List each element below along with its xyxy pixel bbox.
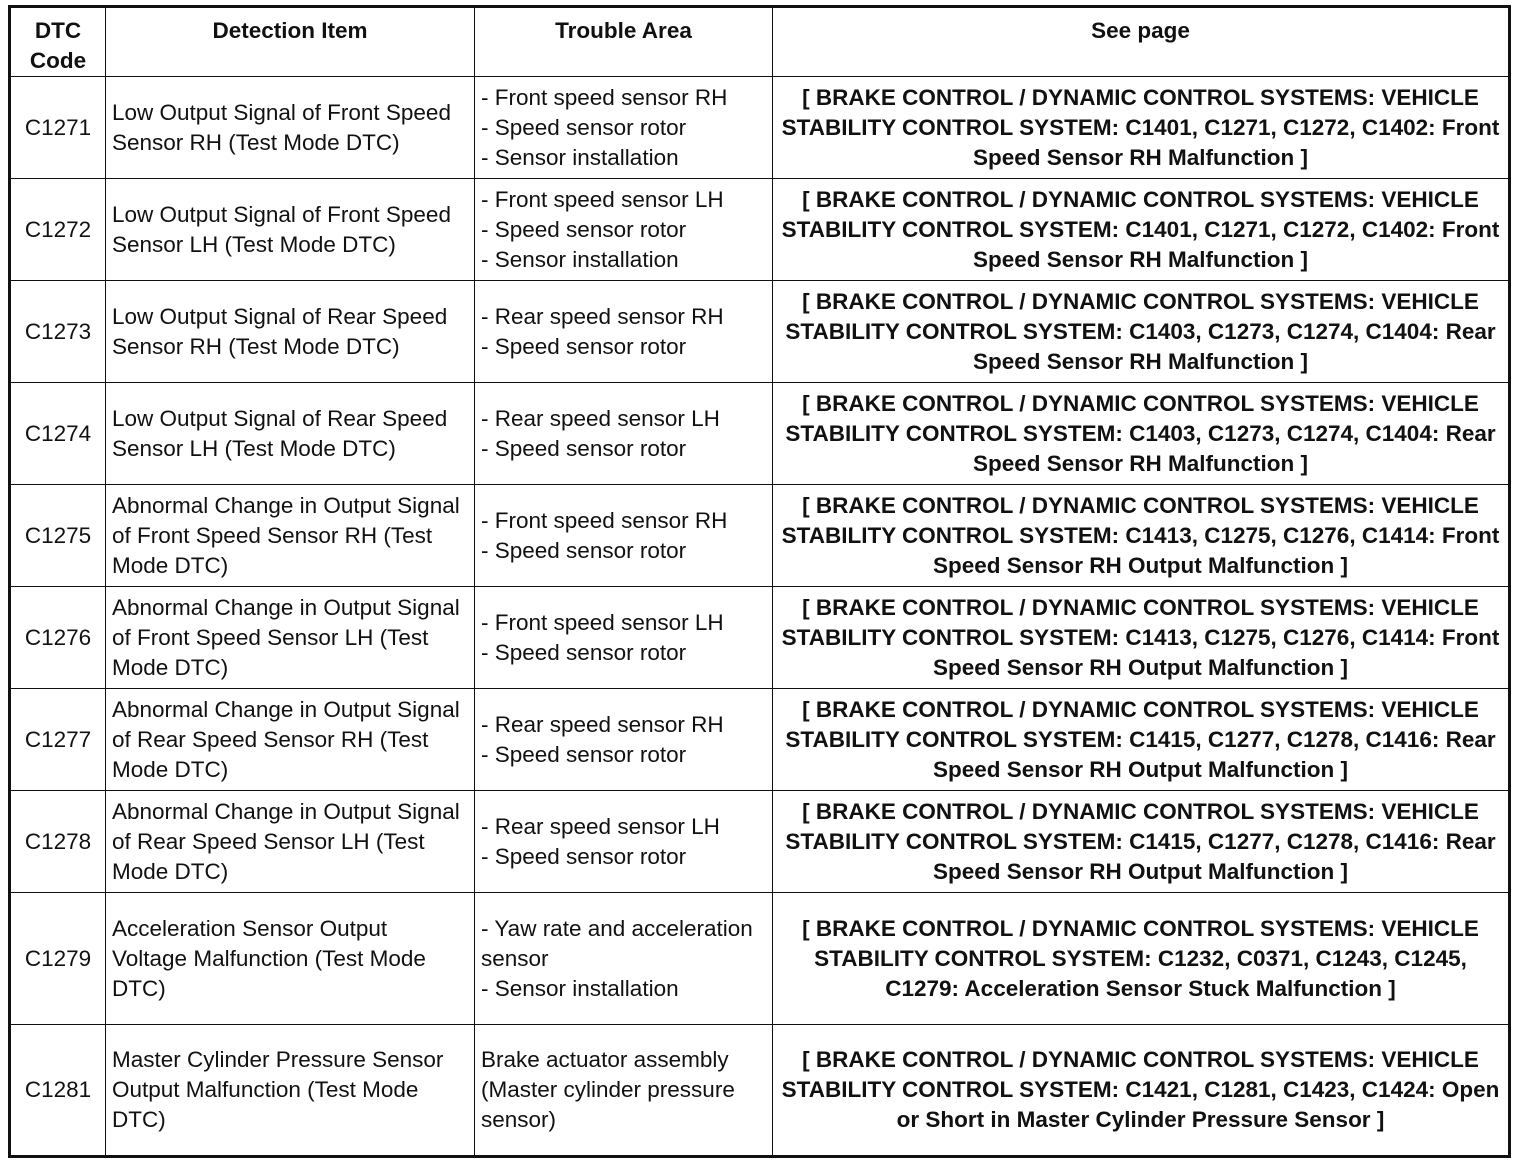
trouble-area-cell xyxy=(475,587,773,689)
see-page-link[interactable]: [ BRAKE CONTROL / DYNAMIC CONTROL SYSTEMS: VEHICLE STABILITY CONTROL SYSTEM: C1421, C1281, C1423, C1424: Open or Short in Master Cylinder Pressure Sensor ] xyxy=(773,1025,1510,1157)
trouble-area-item: - Sensor installation xyxy=(481,144,679,170)
detection-item-cell: Abnormal Change in Output Signal of Rear Speed Sensor RH (Test Mode DTC) xyxy=(106,689,475,791)
dtc-code-cell: C1276 xyxy=(10,587,106,689)
trouble-area-cell xyxy=(475,893,773,1025)
detection-item-cell: Low Output Signal of Rear Speed Sensor LH (Test Mode DTC) xyxy=(106,383,475,485)
trouble-area-item: - Front speed sensor RH xyxy=(481,507,728,533)
detection-item-cell: Low Output Signal of Front Speed Sensor RH (Test Mode DTC) xyxy=(106,77,475,179)
see-page-link[interactable]: [ BRAKE CONTROL / DYNAMIC CONTROL SYSTEMS: VEHICLE STABILITY CONTROL SYSTEM: C1403, C1273, C1274, C1404: Rear Speed Sensor RH Malfunction ] xyxy=(773,281,1510,383)
see-page-link[interactable]: [ BRAKE CONTROL / DYNAMIC CONTROL SYSTEMS: VEHICLE STABILITY CONTROL SYSTEM: C1403, C1273, C1274, C1404: Rear Speed Sensor RH Malfunction ] xyxy=(773,383,1510,485)
table-row xyxy=(10,791,1510,893)
header-trouble-area: Trouble Area xyxy=(475,7,773,77)
dtc-code-cell: C1281 xyxy=(10,1025,106,1157)
header-dtc-code: DTC Code xyxy=(10,7,106,77)
detection-item-cell: Acceleration Sensor Output Voltage Malfunction (Test Mode DTC) xyxy=(106,893,475,1025)
dtc-code-cell: C1272 xyxy=(10,179,106,281)
trouble-area-item: Brake actuator assembly (Master cylinder pressure sensor) xyxy=(481,1047,735,1132)
detection-item-cell: Abnormal Change in Output Signal of Front Speed Sensor LH (Test Mode DTC) xyxy=(106,587,475,689)
trouble-area-item: - Speed sensor rotor xyxy=(481,114,687,140)
table-row xyxy=(10,689,1510,791)
table-header xyxy=(10,7,1510,77)
trouble-area-item: - Front speed sensor RH xyxy=(481,84,728,110)
dtc-code-cell: C1277 xyxy=(10,689,106,791)
trouble-area-item: - Speed sensor rotor xyxy=(481,741,687,767)
dtc-code-cell: C1273 xyxy=(10,281,106,383)
table-row xyxy=(10,893,1510,1025)
table-row xyxy=(10,485,1510,587)
trouble-area-cell xyxy=(475,689,773,791)
trouble-area-cell xyxy=(475,485,773,587)
table-row xyxy=(10,587,1510,689)
header-detection-item: Detection Item xyxy=(106,7,475,77)
trouble-area-cell xyxy=(475,791,773,893)
trouble-area-item: - Rear speed sensor RH xyxy=(481,711,724,737)
trouble-area-item: - Speed sensor rotor xyxy=(481,216,687,242)
trouble-area-item: - Speed sensor rotor xyxy=(481,639,687,665)
table-row xyxy=(10,1025,1510,1157)
trouble-area-cell xyxy=(475,383,773,485)
see-page-link[interactable]: [ BRAKE CONTROL / DYNAMIC CONTROL SYSTEMS: VEHICLE STABILITY CONTROL SYSTEM: C1232, C0371, C1243, C1245, C1279: Acceleration Sensor Stuck Malfunction ] xyxy=(773,893,1510,1025)
trouble-area-item: - Rear speed sensor LH xyxy=(481,813,720,839)
see-page-link[interactable]: [ BRAKE CONTROL / DYNAMIC CONTROL SYSTEMS: VEHICLE STABILITY CONTROL SYSTEM: C1415, C1277, C1278, C1416: Rear Speed Sensor RH Output Malfunction ] xyxy=(773,689,1510,791)
trouble-area-cell xyxy=(475,77,773,179)
header-row xyxy=(10,7,1510,77)
trouble-area-item: - Rear speed sensor LH xyxy=(481,405,720,431)
trouble-area-cell xyxy=(475,179,773,281)
table-body xyxy=(10,77,1510,1157)
dtc-code-cell: C1271 xyxy=(10,77,106,179)
detection-item-cell: Master Cylinder Pressure Sensor Output Malfunction (Test Mode DTC) xyxy=(106,1025,475,1157)
dtc-code-cell: C1279 xyxy=(10,893,106,1025)
table-row xyxy=(10,281,1510,383)
header-see-page: See page xyxy=(773,7,1510,77)
table-row xyxy=(10,383,1510,485)
dtc-table xyxy=(8,5,1511,1158)
dtc-code-cell: C1278 xyxy=(10,791,106,893)
see-page-link[interactable]: [ BRAKE CONTROL / DYNAMIC CONTROL SYSTEMS: VEHICLE STABILITY CONTROL SYSTEM: C1415, C1277, C1278, C1416: Rear Speed Sensor RH Output Malfunction ] xyxy=(773,791,1510,893)
trouble-area-item: - Speed sensor rotor xyxy=(481,333,687,359)
trouble-area-item: - Front speed sensor LH xyxy=(481,186,724,212)
trouble-area-item: - Front speed sensor LH xyxy=(481,609,724,635)
detection-item-cell: Abnormal Change in Output Signal of Front Speed Sensor RH (Test Mode DTC) xyxy=(106,485,475,587)
detection-item-cell: Low Output Signal of Front Speed Sensor LH (Test Mode DTC) xyxy=(106,179,475,281)
see-page-link[interactable]: [ BRAKE CONTROL / DYNAMIC CONTROL SYSTEMS: VEHICLE STABILITY CONTROL SYSTEM: C1401, C1271, C1272, C1402: Front Speed Sensor RH Malfunction ] xyxy=(773,77,1510,179)
trouble-area-item: - Speed sensor rotor xyxy=(481,435,687,461)
table-row xyxy=(10,77,1510,179)
dtc-code-cell: C1275 xyxy=(10,485,106,587)
dtc-code-cell: C1274 xyxy=(10,383,106,485)
detection-item-cell: Abnormal Change in Output Signal of Rear Speed Sensor LH (Test Mode DTC) xyxy=(106,791,475,893)
trouble-area-item: - Speed sensor rotor xyxy=(481,537,687,563)
trouble-area-item: - Sensor installation xyxy=(481,246,679,272)
trouble-area-item: - Yaw rate and acceleration sensor xyxy=(481,915,753,971)
trouble-area-item: - Speed sensor rotor xyxy=(481,843,687,869)
trouble-area-item: - Sensor installation xyxy=(481,975,679,1001)
see-page-link[interactable]: [ BRAKE CONTROL / DYNAMIC CONTROL SYSTEMS: VEHICLE STABILITY CONTROL SYSTEM: C1401, C1271, C1272, C1402: Front Speed Sensor RH Malfunction ] xyxy=(773,179,1510,281)
see-page-link[interactable]: [ BRAKE CONTROL / DYNAMIC CONTROL SYSTEMS: VEHICLE STABILITY CONTROL SYSTEM: C1413, C1275, C1276, C1414: Front Speed Sensor RH Output Malfunction ] xyxy=(773,485,1510,587)
detection-item-cell: Low Output Signal of Rear Speed Sensor RH (Test Mode DTC) xyxy=(106,281,475,383)
table-row xyxy=(10,179,1510,281)
trouble-area-cell xyxy=(475,1025,773,1157)
see-page-link[interactable]: [ BRAKE CONTROL / DYNAMIC CONTROL SYSTEMS: VEHICLE STABILITY CONTROL SYSTEM: C1413, C1275, C1276, C1414: Front Speed Sensor RH Output Malfunction ] xyxy=(773,587,1510,689)
trouble-area-item: - Rear speed sensor RH xyxy=(481,303,724,329)
trouble-area-cell xyxy=(475,281,773,383)
